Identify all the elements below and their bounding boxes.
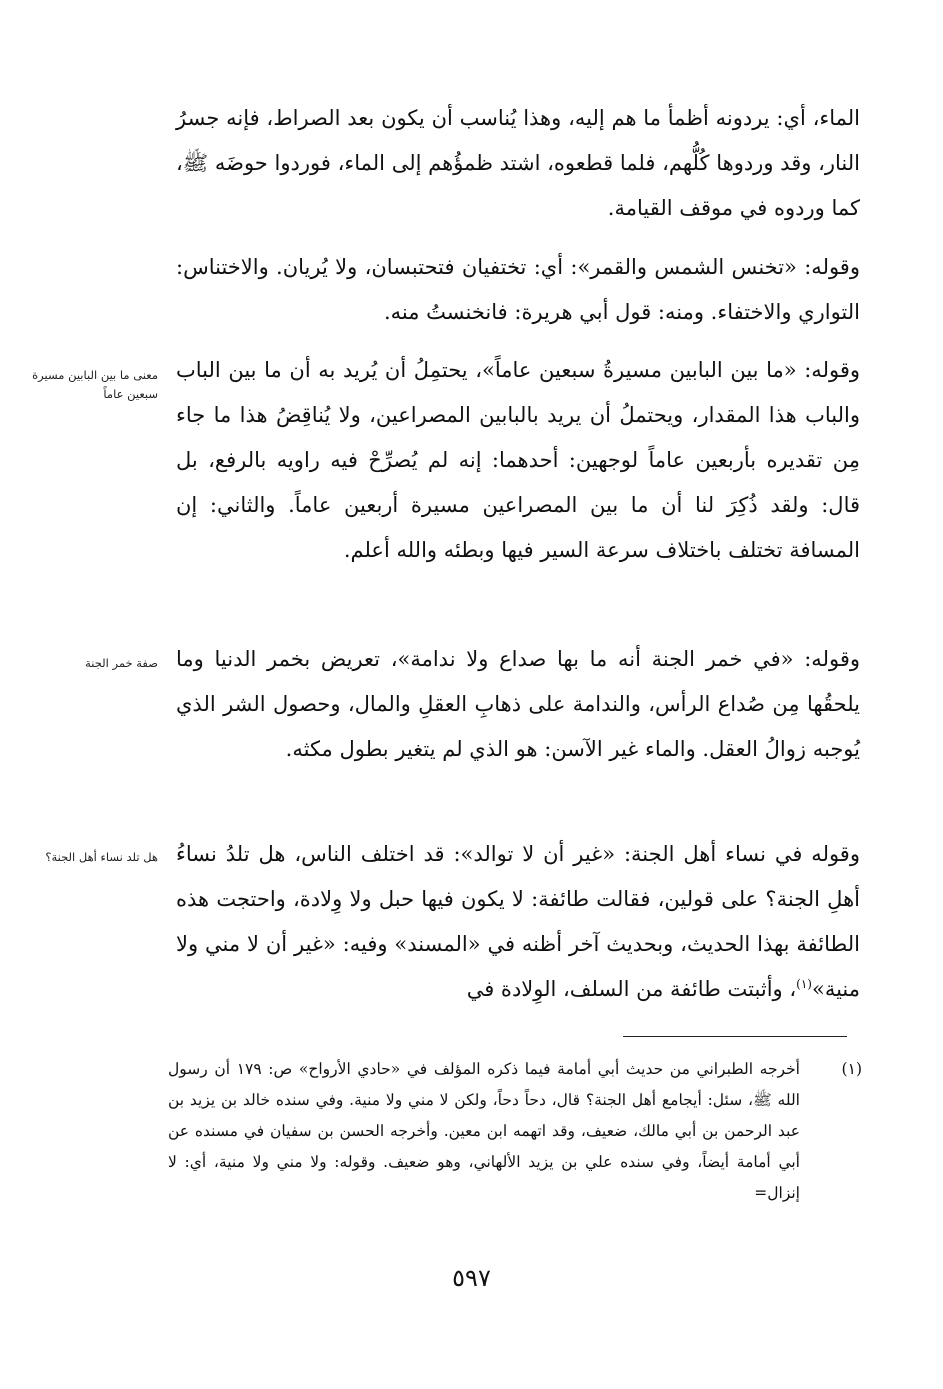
paragraph-2: [176, 245, 860, 335]
paragraph-5-text: [176, 832, 860, 1012]
footnote: [168, 1054, 862, 1209]
footnote-text: أخرجه الطبراني من حديث أبي أمامة فيما ذكره المؤلف في «حادي الأرواح» ص: ١٧٩ أن رسول الله ﷺ، سئل: أيجامع أهل الجنة؟ قال، دحاً دحاً، ولكن لا مني ولا منية. وفي سنده خالد بن يزيد بن عبد الرحمن بن أبي مالك، ضعيف، وقد اتهمه ابن معين. وأخرجه الحسن بن سفيان في مسنده عن أبي أمامة أيضاً، وفي سنده علي بن يزيد الألهاني، وهو ضعيف. وقوله: ولا مني ولا منية، أي: لا إنزال=: [168, 1060, 800, 1202]
footnote-number: (١): [841, 1060, 862, 1078]
paragraph-5-tail: ، وأثبتت طائفة من السلف، الوِلادة في: [466, 977, 797, 1001]
footnote-reference[interactable]: (١): [796, 977, 812, 991]
margin-note-gates: معنى ما بين البابين مسيرة سبعين عاماً: [32, 368, 158, 401]
page-number: ٥٩٧: [452, 1264, 491, 1292]
paragraph-2-text: وقوله: «تخنس الشمس والقمر»: أي: تختفيان فتحتبسان، ولا يُريان. والاختناس: التواري والاختفاء. ومنه: قول أبي هريرة: فانخنستُ منه.: [176, 255, 860, 324]
paragraph-4-text: وقوله: «في خمر الجنة أنه ما بها صداع ولا ندامة»، تعريض بخمر الدنيا وما يلحقُها مِن صُداع الرأس، والندامة على ذهابِ العقلِ والمال، وحصول الشر الذي يُوجبه زوالُ العقل. والماء غير الآسن: هو الذي لم يتغير بطول مكثه.: [176, 647, 860, 761]
paragraph-5: [176, 832, 860, 1012]
footnote-divider: [623, 1036, 847, 1037]
paragraph-1: [176, 96, 860, 231]
paragraph-3-text: وقوله: «ما بين البابين مسيرةُ سبعين عاماً»، يحتمِلُ أن يُريد به أن ما بين الباب والباب هذا المقدار، ويحتملُ أن يريد بالبابين المصراعين، ولا يُناقِضُ هذا ما جاء مِن تقديره بأربعين عاماً لوجهين: أحدهما: إنه لم يُصرِّحْ فيه راويه بالرفع، بل قال: ولقد ذُكِرَ لنا أن ما بين المصراعين مسيرة أربعين عاماً. والثاني: إن المسافة تختلف باختلاف سرعة السير فيها وبطئه والله أعلم.: [176, 358, 860, 562]
paragraph-4: [176, 637, 860, 772]
margin-note-childbirth: هل تلد نساء أهل الجنة؟: [45, 850, 158, 864]
paragraph-3: [176, 348, 860, 573]
paragraph-1-text: الماء، أي: يردونه أظمأ ما هم إليه، وهذا يُناسب أن يكون بعد الصراط، فإنه جسرُ النار، وقد وردوها كُلُّهم، فلما قطعوه، اشتد ظمؤُهم إلى الماء، فوردوا حوضَه ﷺ، كما وردوه في موقف القيامة.: [176, 106, 860, 220]
paragraph-5-main: وقوله في نساء أهل الجنة: «غير أن لا توالد»: قد اختلف الناس، هل تلدُ نساءُ أهلِ الجنة؟ على قولين، فقالت طائفة: لا يكون فيها حبل ولا وِلادة، واحتجت هذه الطائفة بهذا الحديث، وبحديث آخر أظنه في «المسند» وفيه: «غير أن لا مني ولا منية»: [176, 842, 860, 1001]
margin-note-wine: صفة خمر الجنة: [85, 656, 158, 670]
